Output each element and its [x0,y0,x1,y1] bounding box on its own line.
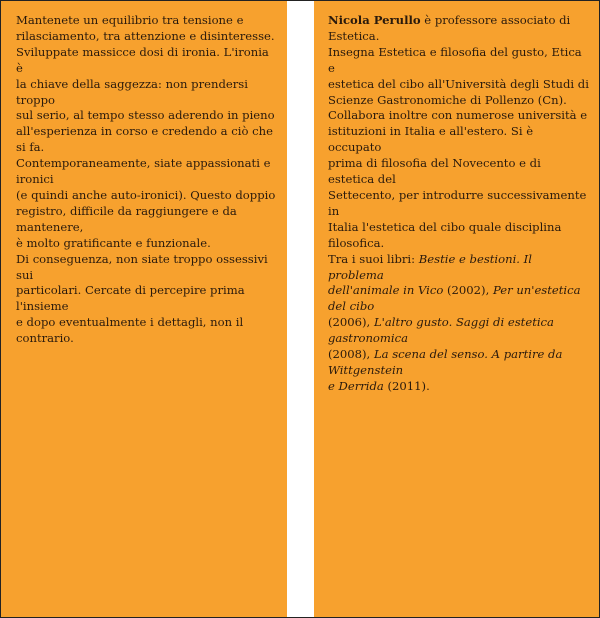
book-title: L'altro gusto. Saggi di estetica gastronomica [328,315,554,346]
book-year: (2006), [328,315,374,330]
left-line: Contemporaneamente, siate appassionati e ironici [16,156,271,187]
bio-line: prima di filosofia del Novecento e di estetica del [328,156,541,187]
book-year: (2008), [328,347,374,362]
left-line: (e quindi anche auto-ironici). Questo doppio [16,187,276,202]
fold-gutter [287,1,314,617]
books-line [328,347,590,379]
books-line [328,283,590,315]
book-title: e Derrida [328,378,384,393]
left-line: e dopo eventualmente i dettagli, non il contrario. [16,315,244,346]
author-name: Nicola Perullo [328,13,421,27]
bio-line: estetica del cibo all'Università degli Studi di [328,76,589,91]
bio-text: è professore associato di Estetica. [328,13,571,43]
bio-line: Insegna Estetica e filosofia del gusto, Etica e [328,44,582,75]
bio-line [328,13,590,45]
book-title: Bestie e bestioni. Il problema [328,251,532,282]
left-line: Di conseguenza, non siate troppo ossessivi sui [16,251,268,282]
book-title: dell'animale in Vico [328,283,444,298]
bio-line: Italia l'estetica del cibo quale disciplina filosofica. [328,219,562,250]
book-year: (2011). [383,378,430,393]
books-intro: Tra i suoi libri: [328,251,419,266]
left-line: sul serio, al tempo stesso aderendo in pieno [16,108,275,123]
book-title: Per un'estetica del cibo [328,283,581,314]
bio-line: Scienze Gastronomiche di Pollenzo (Cn). [328,92,567,107]
bio-line: istituzioni in Italia e all'estero. Si è occupato [328,124,534,155]
book-year: (2002), [443,283,493,298]
bio-line: Collabora inoltre con numerose università e [328,108,588,123]
left-line: particolari. Cercate di percepire prima l'insieme [16,283,245,314]
books-line [328,315,590,347]
left-line: registro, difficile da raggiungere e da mantenere, [16,203,237,234]
author-bio [328,13,590,395]
books-line [328,252,590,284]
left-line: Mantenete un equilibrio tra tensione e [16,13,244,27]
left-flap-text [16,13,278,347]
left-line: rilasciamento, tra attenzione e disinteresse. [16,28,275,43]
left-line: Sviluppate massicce dosi di ironia. L'ironia è [16,44,269,75]
book-title: La scena del senso. A partire da Wittgenstein [328,347,563,377]
bio-line: Settecento, per introdurre successivamente in [328,187,587,218]
left-line: la chiave della saggezza: non prendersi troppo [16,76,248,107]
left-line: all'esperienza in corso e credendo a ciò che si fa. [16,124,273,155]
books-line [328,379,590,395]
left-line: è molto gratificante e funzionale. [16,235,211,250]
